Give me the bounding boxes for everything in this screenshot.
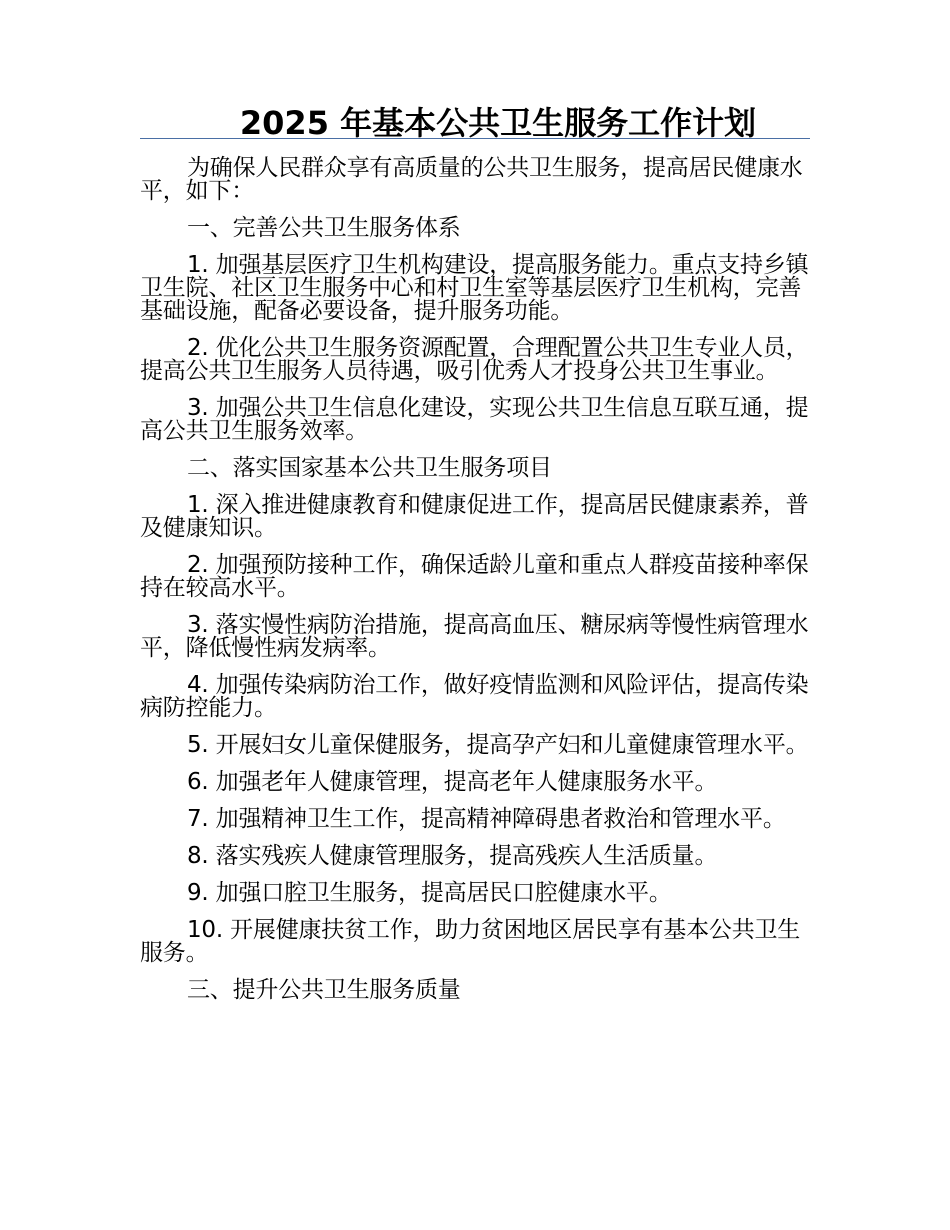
list-item: 8. 落实残疾人健康管理服务，提高残疾人生活质量。 [187,843,718,869]
list-item: 6. 加强老年人健康管理，提高老年人健康服务水平。 [187,769,718,795]
intro-paragraph: 为确保人民群众享有高质量的公共卫生服务，提高居民健康水平，如下： [140,155,803,204]
list-item: 3. 加强公共卫生信息化建设，实现公共卫生信息互联互通，提高公共卫生服务效率。 [140,395,809,444]
list-item: 3. 落实慢性病防治措施，提高高血压、糖尿病等慢性病管理水平，降低慢性病发病率。 [140,612,809,661]
list-item: 4. 加强传染病防治工作，做好疫情监测和风险评估，提高传染病防控能力。 [140,672,809,721]
document-body [140,157,810,1016]
list-item: 5. 开展妇女儿童保健服务，提高孕产妇和儿童健康管理水平。 [187,732,809,758]
section-heading-2: 二、落实国家基本公共卫生服务项目 [187,455,552,481]
section-heading-3: 三、提升公共卫生服务质量 [187,977,461,1003]
list-item: 9. 加强口腔卫生服务，提高居民口腔健康水平。 [187,880,672,906]
list-item: 1. 深入推进健康教育和健康促进工作，提高居民健康素养，普及健康知识。 [140,492,809,541]
document-title: 2025 年基本公共卫生服务工作计划 [239,104,757,142]
list-item: 2. 优化公共卫生服务资源配置，合理配置公共卫生专业人员，提高公共卫生服务人员待遇，吸引优秀人才投身公共卫生事业。 [140,335,809,384]
list-item: 7. 加强精神卫生工作，提高精神障碍患者救治和管理水平。 [187,806,786,832]
title-underline [140,138,810,139]
list-item: 2. 加强预防接种工作，确保适龄儿童和重点人群疫苗接种率保持在较高水平。 [140,552,809,601]
section-heading-1: 一、完善公共卫生服务体系 [187,215,461,241]
list-item: 1. 加强基层医疗卫生机构建设，提高服务能力。重点支持乡镇卫生院、社区卫生服务中心和村卫生室等基层医疗卫生机构，完善基础设施，配备必要设备，提升服务功能。 [140,252,809,324]
list-item: 10. 开展健康扶贫工作，助力贫困地区居民享有基本公共卫生服务。 [140,917,801,966]
